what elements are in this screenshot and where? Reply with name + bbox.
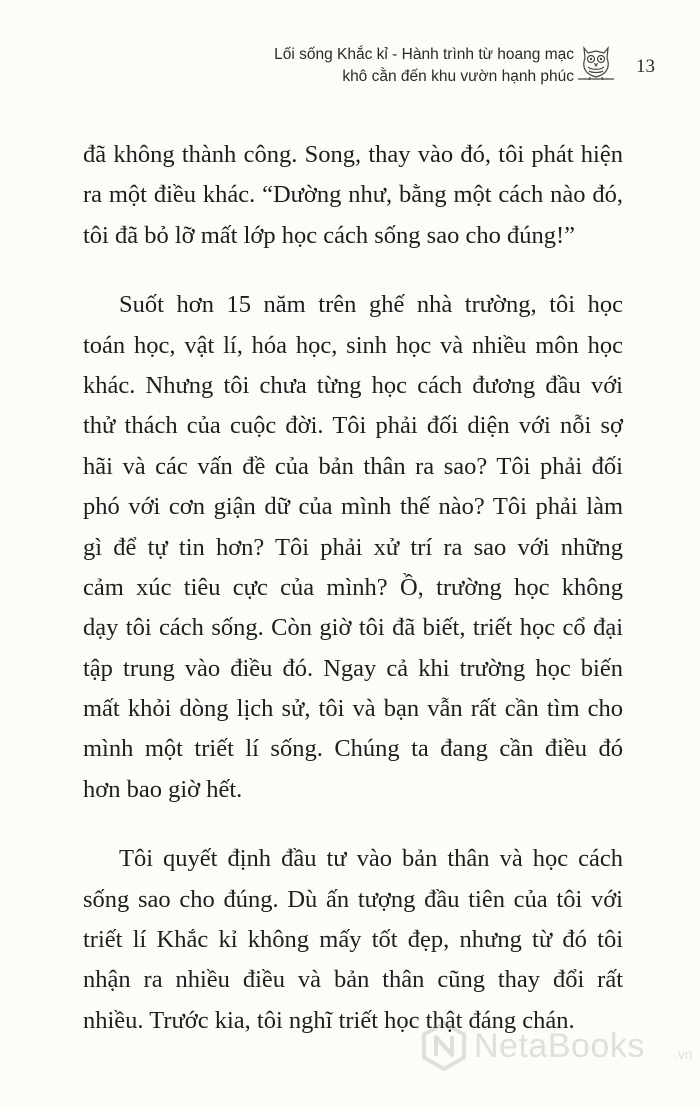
running-title-line-1: Lối sống Khắc kỉ - Hành trình từ hoang mạc (274, 46, 574, 63)
page-number: 13 (636, 56, 655, 77)
text-line: toán học, vật lí, hóa học, sinh học và nhiều môn học (83, 331, 623, 359)
text-line: triết lí Khắc kỉ không mấy tốt đẹp, nhưng từ đó tôi (83, 926, 623, 954)
hexagon-n-logo-icon (420, 1020, 468, 1072)
text-line: đã không thành công. Song, thay vào đó, tôi phát hiện (83, 141, 623, 168)
text-line: Suốt hơn 15 năm trên ghế nhà trường, tôi học (119, 291, 623, 319)
text-line: dạy tôi cách sống. Còn giờ tôi đã biết, triết học cổ đại (83, 614, 623, 642)
paragraph-1 (83, 135, 623, 256)
text-line: hãi và các vấn đề của bản thân ra sao? Tôi phải đối (83, 452, 623, 480)
text-line: tôi đã bỏ lỡ mất lớp học cách sống sao cho đúng!” (83, 221, 575, 249)
watermark-brand: NetaBooks (474, 1027, 645, 1065)
text-line: phó với cơn giận dữ của mình thế nào? Tôi phải làm (83, 493, 623, 521)
watermark (420, 1018, 700, 1076)
running-title-line-2: khô cằn đến khu vườn hạnh phúc (342, 68, 574, 85)
text-line: gì để tự tin hơn? Tôi phải xử trí ra sao với những (83, 533, 623, 561)
text-line: Tôi quyết định đầu tư vào bản thân và học cách (119, 845, 623, 873)
text-line: ra một điều khác. “Dường như, bằng một cách nào đó, (83, 181, 623, 209)
text-line: cảm xúc tiêu cực của mình? Ồ, trường học không (83, 573, 623, 601)
text-line: mất khỏi dòng lịch sử, tôi và bạn vẫn rất cần tìm cho (83, 695, 623, 723)
text-line: khác. Nhưng tôi chưa từng học cách đương đầu với (83, 371, 623, 399)
text-line: thử thách của cuộc đời. Tôi phải đối diện với nỗi sợ (83, 412, 623, 440)
text-line: hơn bao giờ hết. (83, 775, 243, 803)
paragraph-2 (83, 285, 623, 810)
paragraph-3 (83, 839, 623, 1041)
text-line: tập trung vào điều đó. Ngay cả khi trường học biến (83, 654, 623, 682)
text-line: nhiều. Trước kia, tôi nghĩ triết học thật đáng chán. (83, 1006, 575, 1034)
text-line: nhận ra nhiều điều và bản thân cũng thay đổi rất (83, 966, 623, 994)
body-text (83, 135, 623, 1041)
watermark-suffix: .vn (674, 1046, 693, 1062)
owl-icon (574, 40, 618, 84)
running-head (154, 44, 574, 88)
text-line: mình một triết lí sống. Chúng ta đang cần điều đó (83, 735, 623, 763)
text-line: sống sao cho đúng. Dù ấn tượng đầu tiên của tôi với (83, 885, 623, 913)
